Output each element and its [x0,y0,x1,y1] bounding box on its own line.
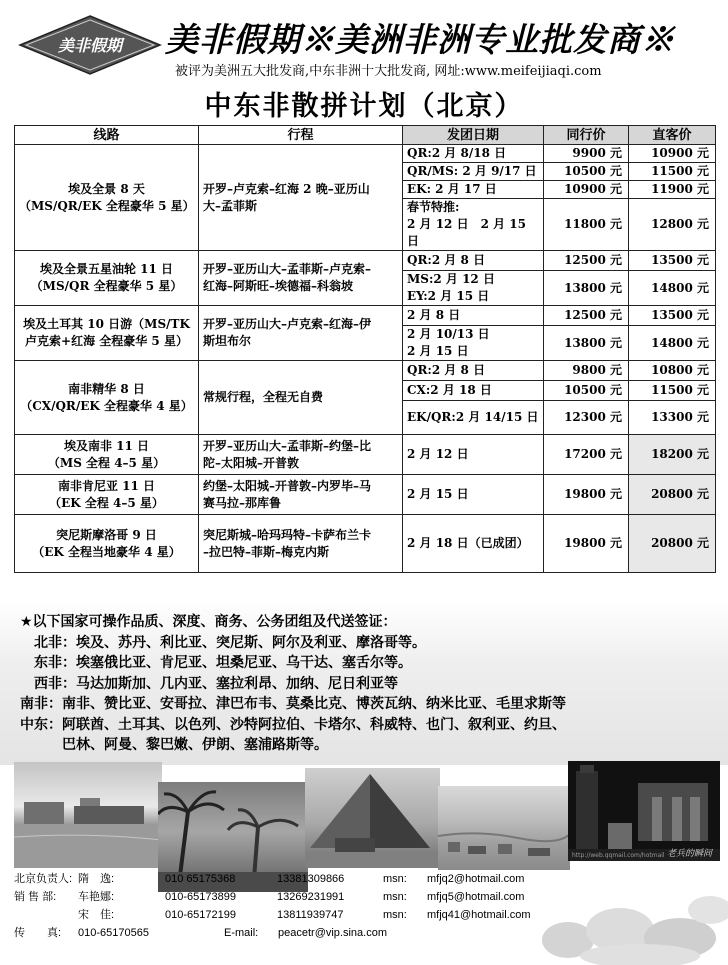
note-line: 北非：埃及、苏丹、利比亚、突尼斯、阿尔及利亚、摩洛哥等。 [20,634,426,651]
table-row [15,515,716,573]
route-line: （MS/QR 全程豪华 5 星） [30,279,183,293]
contact-mobile: 13381309866 [277,873,345,885]
direct-price-cell: 14800 元 [629,326,716,361]
direct-price-cell: 11500 元 [629,381,716,401]
date-line: 2 月 8 日 [407,308,461,322]
contact-phone: 010-65172199 [165,909,236,921]
itinerary-line: 大–孟菲斯 [203,198,258,213]
route-line: （CX/QR/EK 全程豪华 4 星） [20,398,193,413]
note-line: 西非：马达加斯加、几内亚、塞拉利昂、加纳、尼日利亚等 [20,675,398,692]
date-line: 2 月 15 日 [407,344,469,358]
route-line: 南非精华 8 日 [68,381,145,396]
peer-price-cell: 13800 元 [544,326,629,361]
logo-text: 美非假期 [57,36,123,55]
itinerary-line: 陀–太阳城–开普敦 [203,455,300,470]
date-line: 2 月 10/13 日 [407,327,490,341]
page-title: 中东非散拼计划（北京） [204,91,524,122]
date-line: QR:2 月 8 日 [407,363,486,377]
departure-date-cell [403,251,544,271]
departure-date-cell [403,361,544,381]
msn-label: msn: [383,873,407,885]
table-row [15,145,716,163]
tagline: 被评为美洲五大批发商,中东非洲十大批发商, 网址:www.meifeijiaqi.com [175,64,602,79]
contact-name: 隋 逸: [78,873,115,885]
itinerary-cell [199,251,403,306]
route-cell [15,306,199,361]
contact-phone: 010-65173899 [165,891,236,903]
direct-price-cell: 14800 元 [629,271,716,306]
header-itinerary: 行程 [199,126,403,145]
direct-price-cell: 13500 元 [629,251,716,271]
photo-pyramid [305,768,440,868]
itinerary-line: 红海–阿斯旺–埃德福–科翁坡 [203,279,354,293]
route-line: （MS/QR/EK 全程豪华 5 星） [19,198,195,213]
peer-price-cell: 11800 元 [544,199,629,251]
direct-price-cell: 12800 元 [629,199,716,251]
msn-label: msn: [383,909,407,921]
direct-price-cell: 18200 元 [629,435,716,475]
contact-msn[interactable]: mfjq5@hotmail.com [427,891,525,903]
direct-price-cell: 10800 元 [629,361,716,381]
contact-mobile: 13811939747 [277,909,344,921]
brand-name: 美非假期※美洲非洲专业批发商※ [165,20,675,59]
peer-price-cell: 12300 元 [544,401,629,435]
date-line: 春节特推: [407,200,460,214]
direct-price-cell: 20800 元 [629,475,716,515]
itinerary-line: 开罗–亚历山大–卢克索–红海–伊 [203,317,372,331]
date-line: 2 月 18 日（已成团） [407,536,529,550]
route-cell [15,145,199,251]
photo-watermark: 老兵的瞬间 [666,849,712,859]
departure-date-cell [403,271,544,306]
peer-price-cell: 9900 元 [544,145,629,163]
photo-coast-city [438,786,570,870]
table-row [15,361,716,381]
table-header-row [15,126,716,145]
itinerary-line: 约堡–太阳城–开普敦–内罗毕–马 [203,478,372,493]
contact-phone: 010 65175368 [165,873,236,885]
departure-date-cell [403,199,544,251]
route-cell [15,435,199,475]
direct-price-cell: 11500 元 [629,163,716,181]
itinerary-line: –拉巴特–菲斯–梅克内斯 [203,544,330,559]
note-line: 中东：阿联酋、土耳其、以色列、沙特阿拉伯、卡塔尔、科威特、也门、叙利亚、约旦、 [20,716,566,733]
itinerary-line: 开罗–卢克索–红海 2 晚–亚历山 [203,181,370,196]
route-line: （EK 全程当地豪华 4 星） [32,544,181,559]
departure-date-cell [403,163,544,181]
peer-price-cell: 10500 元 [544,163,629,181]
photo-temple-night [568,761,720,861]
header-departure-date: 发团日期 [403,126,544,145]
photo-harbor [14,762,162,868]
route-line: （EK 全程 4–5 星） [49,495,164,510]
date-line: QR/MS: 2 月 9/17 日 [407,164,537,178]
contact-role: 北京负责人: [14,873,73,885]
route-line: 埃及全景五星油轮 11 日 [39,262,174,276]
decorative-rocks [540,880,728,965]
date-line: QR:2 月 8/18 日 [407,146,507,160]
contact-msn[interactable]: mfjq2@hotmail.com [427,873,525,885]
departure-date-cell [403,475,544,515]
peer-price-cell: 12500 元 [544,306,629,326]
table-row [15,306,716,326]
departure-date-cell [403,515,544,573]
table-row [15,475,716,515]
departure-date-cell [403,145,544,163]
header-route: 线路 [15,126,199,145]
route-line: 埃及全景 8 天 [68,181,145,196]
date-line: CX:2 月 18 日 [407,383,492,397]
table-row [15,435,716,475]
itinerary-cell [199,145,403,251]
itinerary-line: 斯坦布尔 [203,334,252,348]
route-line: 埃及南非 11 日 [63,438,150,453]
service-countries-notes [20,612,566,756]
note-line: ★以下国家可操作品质、深度、商务、公务团组及代送签证： [20,614,397,630]
departure-date-cell [403,181,544,199]
direct-price-cell: 11900 元 [629,181,716,199]
photo-caption: http://web.qqmail.com/hotmail [572,852,665,859]
fax-number: 010-65170565 [78,927,149,939]
date-line: 2 月 12 日 [407,447,469,461]
route-cell [15,475,199,515]
itinerary-line: 赛马拉–那库鲁 [203,495,282,510]
itinerary-cell [199,361,403,435]
contact-msn[interactable]: mfjq41@hotmail.com [427,909,531,921]
itinerary-line: 开罗–亚历山大–孟菲斯–约堡–比 [203,438,372,453]
peer-price-cell: 19800 元 [544,475,629,515]
table-row [15,251,716,271]
route-line: 突尼斯摩洛哥 9 日 [56,527,157,542]
date-line: 2 月 15 日 [407,487,469,501]
route-line: 卢克索+红海 全程豪华 5 星） [25,334,188,348]
note-line: 南非：南非、赞比亚、安哥拉、津巴布韦、莫桑比克、博茨瓦纳、纳米比亚、毛里求斯等 [20,696,566,712]
departure-date-cell [403,401,544,435]
direct-price-cell: 13300 元 [629,401,716,435]
date-line: EK/QR:2 月 14/15 日 [407,410,539,424]
itinerary-line: 开罗–亚历山大–孟菲斯–卢克索– [203,262,372,276]
itinerary-cell [199,435,403,475]
fax-label: 传 真: [14,927,62,939]
brand-logo [18,14,162,76]
itinerary-cell [199,475,403,515]
date-line: MS:2 月 12 日 [407,272,495,286]
departure-date-cell [403,326,544,361]
contact-name: 车艳娜: [78,891,115,903]
date-line: QR:2 月 8 日 [407,253,486,267]
route-cell [15,515,199,573]
departure-date-cell [403,435,544,475]
itinerary-cell [199,515,403,573]
direct-price-cell: 10900 元 [629,145,716,163]
peer-price-cell: 13800 元 [544,271,629,306]
header-peer-price: 同行价 [544,126,629,145]
departure-date-cell [403,306,544,326]
contact-name: 宋 佳: [78,909,115,921]
contact-role: 销 售 部: [14,891,57,903]
itinerary-line: 常规行程，全程无自费 [203,390,324,404]
route-cell [15,361,199,435]
peer-price-cell: 9800 元 [544,361,629,381]
departure-date-cell [403,381,544,401]
itinerary-line: 突尼斯城–哈玛玛特–卡萨布兰卡 [203,527,372,542]
note-line: 东非：埃塞俄比亚、肯尼亚、坦桑尼亚、乌干达、塞舌尔等。 [20,655,412,671]
date-line: 2 月 12 日 2 月 15 日 [407,217,526,248]
route-line: 南非肯尼亚 11 日 [57,478,156,493]
itinerary-cell [199,306,403,361]
direct-price-cell: 20800 元 [629,515,716,573]
route-cell [15,251,199,306]
email-label: E-mail: [224,927,259,939]
header-direct-price: 直客价 [629,126,716,145]
note-line: 巴林、阿曼、黎巴嫩、伊朗、塞浦路斯等。 [20,737,328,753]
peer-price-cell: 19800 元 [544,515,629,573]
date-line: EK: 2 月 17 日 [407,182,497,196]
date-line: EY:2 月 15 日 [407,289,490,303]
route-line: （MS 全程 4–5 星） [47,455,166,470]
peer-price-cell: 17200 元 [544,435,629,475]
peer-price-cell: 10500 元 [544,381,629,401]
tour-price-table [14,125,716,573]
direct-price-cell: 13500 元 [629,306,716,326]
route-line: 埃及土耳其 10 日游（MS/TK [23,317,190,331]
peer-price-cell: 10900 元 [544,181,629,199]
contact-mobile: 13269231991 [277,891,345,903]
email-address[interactable]: peacetr@vip.sina.com [278,927,387,939]
msn-label: msn: [383,891,407,903]
peer-price-cell: 12500 元 [544,251,629,271]
